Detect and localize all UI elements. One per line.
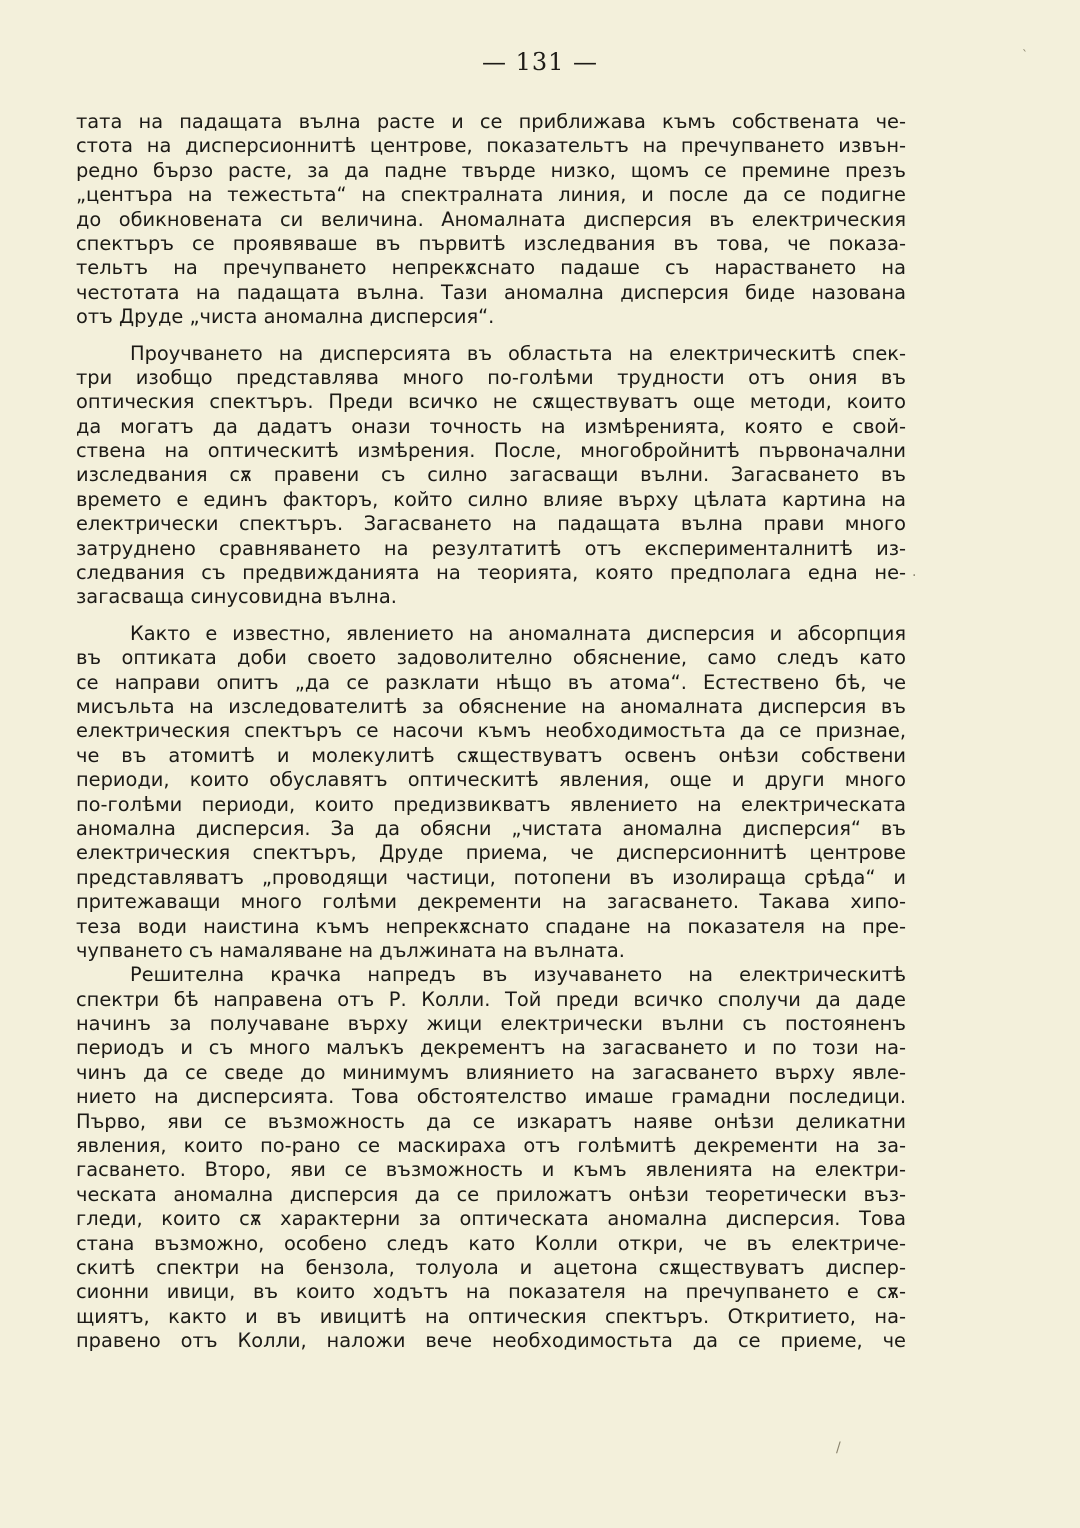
text-line: гасването. Второ, яви се възможность и къмъ явленията на електри- <box>76 1158 906 1182</box>
text-line: тата на падащата вълна расте и се приближава къмъ собствената че- <box>76 110 906 133</box>
text-line: правено отъ Колли, наложи вече необходимостьта да се приеме, че <box>76 1329 906 1353</box>
text-line: периодъ и съ много малъкъ декрементъ на загасването и по този на- <box>76 1036 906 1060</box>
text-line: въ оптиката доби своето задоволително обяснение, само следъ като <box>76 646 906 670</box>
text-line: Проучването на дисперсията въ областьта на електрическитѣ спек- <box>130 341 906 365</box>
paragraph-1 <box>76 110 906 330</box>
text-line: аномална дисперсия. За да обясни „чистата аномална дисперсия“ въ <box>76 816 906 840</box>
text-line: че въ атомитѣ и молекулитѣ сѫществуватъ освенъ онѣзи собствени <box>76 743 906 767</box>
text-line: чинъ да се сведе до минимумъ влиянието на загасването върху явле- <box>76 1060 906 1084</box>
text-line: представляватъ „проводящи частици, потопени въ изолираща срѣда“ и <box>76 865 906 889</box>
text-line: отъ Друде „чиста аномална дисперсия“. <box>76 305 495 329</box>
text-line: спектри бѣ направена отъ Р. Колли. Той преди всичко сполучи да даде <box>76 987 906 1011</box>
scan-speck-icon: / <box>836 1440 841 1456</box>
paragraph-2 <box>76 342 906 610</box>
text-line: ческата аномална дисперсия да се приложатъ онѣзи теоретически въз- <box>76 1182 906 1206</box>
text-line: тельтъ на пречупването непрекѫснато падаше съ нарастването на <box>76 256 906 280</box>
text-line: периоди, които обуславятъ оптическитѣ явления, още и други много <box>76 768 906 792</box>
text-line: изследвания сѫ правени съ силно загасващи вълни. Загасването въ <box>76 463 906 487</box>
text-line: спектъръ се проявяваше въ първитѣ изследвания въ това, че показа- <box>76 231 906 255</box>
paragraph-3 <box>76 622 906 963</box>
text-line: Решителна крачка напредъ въ изучаването на електрическитѣ <box>130 963 906 987</box>
text-line: „центъра на тежестьта“ на спектралната линия, и после да се подигне <box>76 183 906 207</box>
scan-speck-icon: ˋ <box>1022 48 1028 62</box>
scan-speck-icon: · <box>912 568 917 584</box>
text-line: редно бързо расте, за да падне твърде низко, щомъ се премине презъ <box>76 158 906 182</box>
text-line: нието на дисперсията. Това обстоятелство имаше грамадни последици. <box>76 1085 906 1109</box>
text-line: явления, които по-рано се маскираха отъ голѣмитѣ декременти на за- <box>76 1134 906 1158</box>
text-line: сионни ивици, въ които ходътъ на показателя на пречупването е сѫ- <box>76 1280 906 1304</box>
text-line: електрически спектъръ. Загасването на падащата вълна прави много <box>76 512 906 536</box>
text-line: затруднено сравняването на резултатитѣ отъ експерименталнитѣ из- <box>76 536 906 560</box>
text-line: загасваща синусовидна вълна. <box>76 585 397 609</box>
text-line: теза води наистина къмъ непрекѫснато спадане на показателя на пре- <box>76 914 906 938</box>
text-line: следвания съ предвижданията на теорията, която предполага една не- <box>76 561 906 585</box>
text-line: мисъльта на изследователитѣ за обяснение на аномалната дисперсия въ <box>76 694 906 718</box>
text-line: времето е единъ факторъ, който силно влияе върху цѣлата картина на <box>76 487 906 511</box>
text-line: да могатъ да дадатъ онази точность на измѣренията, която е свой- <box>76 414 906 438</box>
text-line: притежаващи много голѣми декременти на загасването. Такава хипо- <box>76 890 906 914</box>
text-line: електрическия спектъръ се насочи къмъ необходимостьта да се признае, <box>76 719 906 743</box>
text-line: оптическия спектъръ. Преди всичко не сѫществуватъ още методи, които <box>76 390 906 414</box>
text-line: се направи опитъ „да се разклати нѣщо въ атома“. Естествено бѣ, че <box>76 670 906 694</box>
text-line: по-голѣми периоди, които предизвикватъ явлението на електрическата <box>76 792 906 816</box>
page-number: — 131 — <box>481 48 599 76</box>
text-line: гледи, които сѫ характерни за оптическата аномална дисперсия. Това <box>76 1207 906 1231</box>
text-line: до обикновената си величина. Аномалната дисперсия въ електрическия <box>76 207 906 231</box>
text-line: Както е известно, явлението на аномалната дисперсия и абсорпция <box>130 621 906 645</box>
text-line: щиятъ, както и въ ивицитѣ на оптическия спектъръ. Откритието, на- <box>76 1304 906 1328</box>
paragraph-4 <box>76 963 906 1353</box>
text-line: скитѣ спектри на бензола, толуола и ацетона сѫществуватъ диспер- <box>76 1255 906 1279</box>
text-line: ствена на оптическитѣ измѣрения. После, многобройнитѣ първоначални <box>76 439 906 463</box>
text-line: честотата на падащата вълна. Тази аномална дисперсия биде назована <box>76 280 906 304</box>
text-line: електрическия спектъръ, Друде приема, че дисперсионнитѣ центрове <box>76 841 906 865</box>
text-line: Първо, яви се възможность да се изкаратъ наяве онѣзи деликатни <box>76 1109 906 1133</box>
text-line: стана възможно, особено следъ като Колли откри, че въ електриче- <box>76 1231 906 1255</box>
text-line: стота на дисперсионнитѣ центрове, показательтъ на пречупването извън- <box>76 134 906 158</box>
text-line: начинъ за получаване върху жици електрически вълни съ постояненъ <box>76 1012 906 1036</box>
body-text <box>76 110 906 1354</box>
text-line: три изобщо представлява много по-голѣми трудности отъ ония въ <box>76 365 906 389</box>
text-line: чупването съ намаляване на дължината на вълната. <box>76 938 625 962</box>
